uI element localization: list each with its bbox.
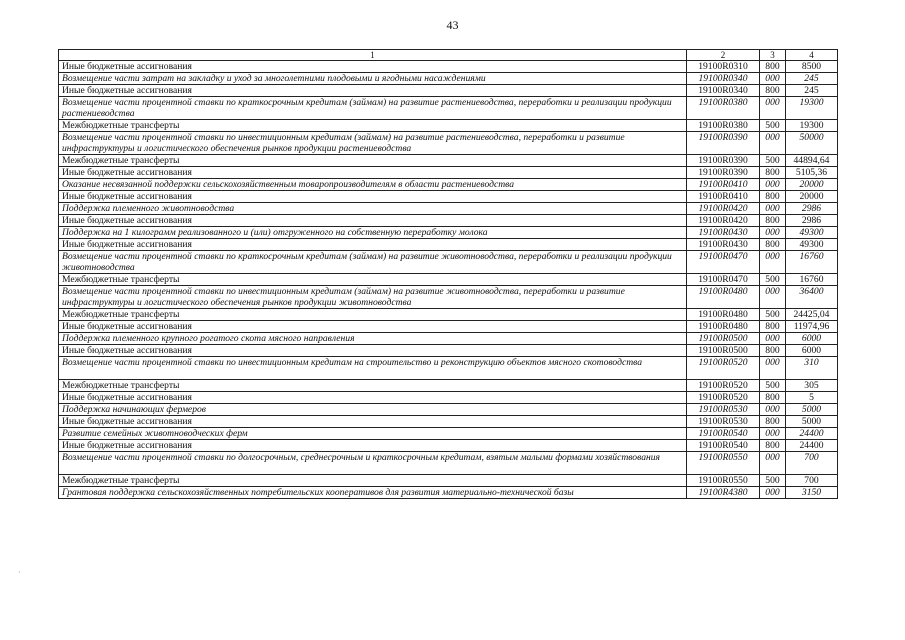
table-row [59,155,838,167]
row-vr-cell: 500 [760,309,786,321]
row-amount-cell: 19300 [786,97,838,120]
row-vr-cell: 000 [760,203,786,215]
row-vr-cell: 000 [760,428,786,440]
row-code-cell: 19100R0550 [687,475,760,487]
table-row [59,251,838,274]
row-name-cell: Возмещение части процентной ставки по инвестиционным кредитам (займам) на развитие животноводства, переработки и развитие инфраструктуры и логистического обеспечения рынков продукции животноводства [59,286,687,309]
row-vr-cell: 800 [760,167,786,179]
row-vr-cell: 800 [760,345,786,357]
row-vr-cell: 800 [760,416,786,428]
table-row [59,416,838,428]
row-amount-cell: 49300 [786,227,838,239]
row-amount-cell: 16760 [786,274,838,286]
row-name-cell: Иные бюджетные ассигнования [59,61,687,73]
row-name-cell: Поддержка племенного животноводства [59,203,687,215]
row-name-cell: Иные бюджетные ассигнования [59,321,687,333]
row-amount-cell: 5000 [786,416,838,428]
row-vr-cell: 000 [760,227,786,239]
row-vr-cell: 000 [760,404,786,416]
row-vr-cell: 000 [760,97,786,120]
row-vr-cell: 000 [760,73,786,85]
table-row [59,475,838,487]
row-name-cell: Иные бюджетные ассигнования [59,440,687,452]
table-row [59,85,838,97]
header-col-4: 4 [786,50,838,61]
row-code-cell: 19100R0340 [687,85,760,97]
row-name-cell: Иные бюджетные ассигнования [59,239,687,251]
row-code-cell: 19100R0550 [687,452,760,475]
row-name-cell: Развитие семейных животноводческих ферм [59,428,687,440]
row-name-cell: Иные бюджетные ассигнования [59,85,687,97]
row-code-cell: 19100R0380 [687,120,760,132]
row-code-cell: 19100R0420 [687,215,760,227]
table-row [59,227,838,239]
row-code-cell: 19100R0410 [687,191,760,203]
row-vr-cell: 800 [760,440,786,452]
row-amount-cell: 20000 [786,191,838,203]
table-row [59,380,838,392]
table-row [59,345,838,357]
row-amount-cell: 3150 [786,487,838,499]
margin-mark: · [18,568,21,577]
row-code-cell: 19100R0430 [687,227,760,239]
row-vr-cell: 000 [760,333,786,345]
table-row [59,321,838,333]
row-code-cell: 19100R0500 [687,333,760,345]
row-vr-cell: 000 [760,132,786,155]
row-code-cell: 19100R0310 [687,61,760,73]
table-row [59,179,838,191]
row-amount-cell: 5105,36 [786,167,838,179]
table-row [59,239,838,251]
row-vr-cell: 500 [760,380,786,392]
row-vr-cell: 000 [760,357,786,380]
table-row [59,61,838,73]
table-row [59,357,838,380]
row-vr-cell: 000 [760,452,786,475]
row-vr-cell: 000 [760,487,786,499]
table-row [59,97,838,120]
table-row [59,452,838,475]
row-name-cell: Возмещение части процентной ставки по инвестиционным кредитам (займам) на развитие растениеводства, переработки и развитие инфраструктуры и логистического обеспечения рынков продукции растениеводства [59,132,687,155]
table-row [59,286,838,309]
table-row [59,440,838,452]
row-amount-cell: 20000 [786,179,838,191]
table-row [59,215,838,227]
table-row [59,167,838,179]
header-col-2: 2 [687,50,760,61]
row-amount-cell: 6000 [786,345,838,357]
table-row [59,73,838,85]
row-name-cell: Грантовая поддержка сельскохозяйственных потребительских кооперативов для развития материально-технической базы [59,487,687,499]
row-code-cell: 19100R0520 [687,357,760,380]
row-name-cell: Иные бюджетные ассигнования [59,416,687,428]
row-amount-cell: 245 [786,85,838,97]
row-code-cell: 19100R4380 [687,487,760,499]
row-name-cell: Поддержка начинающих фермеров [59,404,687,416]
row-name-cell: Межбюджетные трансферты [59,475,687,487]
row-vr-cell: 000 [760,251,786,274]
row-amount-cell: 24425,04 [786,309,838,321]
table-row [59,333,838,345]
table-row [59,274,838,286]
row-name-cell: Поддержка племенного крупного рогатого скота мясного направления [59,333,687,345]
row-name-cell: Возмещение части затрат на закладку и уход за многолетними плодовыми и ягодными насаждениями [59,73,687,85]
row-code-cell: 19100R0340 [687,73,760,85]
row-name-cell: Иные бюджетные ассигнования [59,215,687,227]
row-vr-cell: 800 [760,85,786,97]
budget-table [58,49,838,499]
row-code-cell: 19100R0430 [687,239,760,251]
row-name-cell: Возмещение части процентной ставки по долгосрочным, среднесрочным и краткосрочным кредитам, взятым малыми формами хозяйствования [59,452,687,475]
row-amount-cell: 2986 [786,203,838,215]
table-row [59,203,838,215]
row-amount-cell: 24400 [786,440,838,452]
table-row [59,120,838,132]
row-code-cell: 19100R0540 [687,440,760,452]
table-row [59,309,838,321]
row-name-cell: Поддержка на 1 килограмм реализованного и (или) отгруженного на собственную переработку молока [59,227,687,239]
row-code-cell: 19100R0480 [687,286,760,309]
row-code-cell: 19100R0410 [687,179,760,191]
row-vr-cell: 800 [760,321,786,333]
row-code-cell: 19100R0520 [687,380,760,392]
row-code-cell: 19100R0390 [687,155,760,167]
row-amount-cell: 19300 [786,120,838,132]
row-amount-cell: 700 [786,475,838,487]
table-row [59,191,838,203]
row-code-cell: 19100R0480 [687,309,760,321]
row-vr-cell: 500 [760,475,786,487]
row-amount-cell: 16760 [786,251,838,274]
row-amount-cell: 305 [786,380,838,392]
row-code-cell: 19100R0530 [687,404,760,416]
header-col-3: 3 [760,50,786,61]
row-name-cell: Иные бюджетные ассигнования [59,191,687,203]
row-amount-cell: 5000 [786,404,838,416]
row-vr-cell: 800 [760,61,786,73]
row-name-cell: Оказание несвязанной поддержки сельскохозяйственным товаропроизводителям в области растениеводства [59,179,687,191]
row-amount-cell: 310 [786,357,838,380]
row-amount-cell: 700 [786,452,838,475]
table-row [59,392,838,404]
table-row [59,404,838,416]
row-code-cell: 19100R0500 [687,345,760,357]
table-row [59,428,838,440]
page-number: 43 [446,18,459,32]
row-amount-cell: 5 [786,392,838,404]
row-name-cell: Межбюджетные трансферты [59,155,687,167]
row-name-cell: Иные бюджетные ассигнования [59,345,687,357]
row-name-cell: Иные бюджетные ассигнования [59,167,687,179]
row-vr-cell: 800 [760,215,786,227]
row-vr-cell: 800 [760,191,786,203]
table-body [59,61,838,499]
row-vr-cell: 500 [760,155,786,167]
row-amount-cell: 50000 [786,132,838,155]
row-code-cell: 19100R0420 [687,203,760,215]
row-code-cell: 19100R0530 [687,416,760,428]
row-code-cell: 19100R0470 [687,274,760,286]
row-name-cell: Возмещение части процентной ставки по краткосрочным кредитам (займам) на развитие растениеводства, переработки и реализации продукции растениеводства [59,97,687,120]
row-name-cell: Межбюджетные трансферты [59,120,687,132]
row-code-cell: 19100R0480 [687,321,760,333]
header-col-1: 1 [59,50,687,61]
row-code-cell: 19100R0540 [687,428,760,440]
row-amount-cell: 6000 [786,333,838,345]
row-amount-cell: 36400 [786,286,838,309]
row-amount-cell: 2986 [786,215,838,227]
row-vr-cell: 500 [760,274,786,286]
row-code-cell: 19100R0520 [687,392,760,404]
row-code-cell: 19100R0390 [687,167,760,179]
table-row [59,132,838,155]
row-name-cell: Межбюджетные трансферты [59,274,687,286]
row-vr-cell: 500 [760,120,786,132]
row-amount-cell: 245 [786,73,838,85]
row-amount-cell: 49300 [786,239,838,251]
row-amount-cell: 44894,64 [786,155,838,167]
row-amount-cell: 11974,96 [786,321,838,333]
row-name-cell: Межбюджетные трансферты [59,309,687,321]
row-vr-cell: 000 [760,286,786,309]
row-name-cell: Возмещение части процентной ставки по краткосрочным кредитам (займам) на развитие животноводства, переработки и реализации продукции животноводства [59,251,687,274]
table-row [59,487,838,499]
row-amount-cell: 24400 [786,428,838,440]
row-name-cell: Межбюджетные трансферты [59,380,687,392]
row-vr-cell: 800 [760,392,786,404]
row-code-cell: 19100R0470 [687,251,760,274]
row-code-cell: 19100R0390 [687,132,760,155]
row-vr-cell: 800 [760,239,786,251]
row-name-cell: Иные бюджетные ассигнования [59,392,687,404]
table-header-row [59,50,838,61]
row-amount-cell: 8500 [786,61,838,73]
row-code-cell: 19100R0380 [687,97,760,120]
row-vr-cell: 000 [760,179,786,191]
row-name-cell: Возмещение части процентной ставки по инвестиционным кредитам на строительство и реконструкцию объектов мясного скотоводства [59,357,687,380]
